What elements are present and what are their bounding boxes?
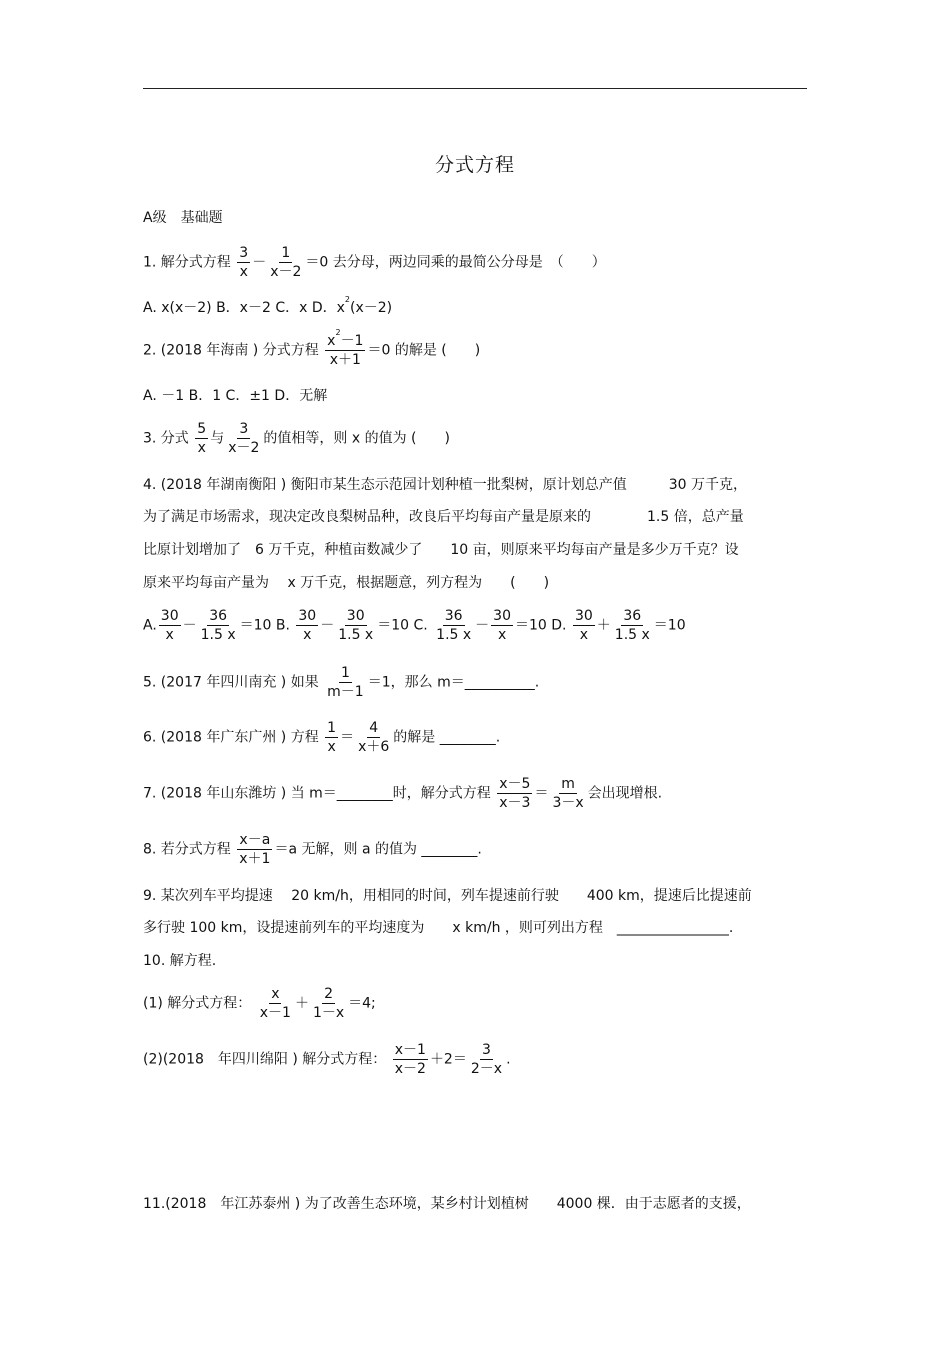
fraction: $\frac{x}{x-1}$ [259, 986, 291, 1021]
fraction: $\frac{1}{m-1}$ [327, 665, 364, 700]
fraction: $\frac{4}{x+6}$ [358, 720, 390, 755]
question-11: 11.(2018 年江苏泰州 ) 为了改善生态环境，某乡村计划植树 4000 棵．由于志愿者的支援， [143, 1196, 751, 1212]
question-8: 8. 若分式方程 $\frac{x-a}{x+1}$ ＝a 无解，则 a 的值为 ________. [143, 832, 482, 867]
fraction: $\frac{x-a}{x+1}$ [239, 832, 271, 867]
question-1-options: A. x(x－2) B．x－2 C．x D．$x^2(x-2)$ [143, 295, 393, 316]
fraction: $\frac{30}{x}$ [493, 608, 511, 643]
fraction: $\frac{2}{1-x}$ [312, 986, 345, 1021]
question-4-line: 4. (2018 年湖南衡阳 ) 衡阳市某生态示范园计划种植一批梨树，原计划总产值 30 万千克， [143, 477, 747, 493]
fraction: $\frac{3}{x-2}$ [228, 421, 260, 456]
fraction: $\frac{30}{1.5 x}$ [338, 608, 374, 643]
question-4-line: 比原计划增加了 6 万千克，种植亩数减少了 10 亩，则原来平均每亩产量是多少万千克？设 [143, 542, 739, 558]
page-title: 分式方程 [434, 154, 515, 176]
fraction: $\frac{x^2-1}{x+1}$ [327, 328, 364, 368]
fraction: $\frac{30}{x}$ [160, 608, 179, 643]
question-10-1: (1) 解分式方程： $\frac{x}{x-1}$ ＋ $\frac{2}{1-x}$ ＝4; [143, 986, 376, 1021]
fraction: $\frac{36}{1.5 x}$ [614, 608, 650, 643]
question-5: 5. (2017 年四川南充 ) 如果 $\frac{1}{m-1}$ ＝1，那么 m＝__________. [143, 665, 540, 700]
question-2: 2. (2018 年海南 ) 分式方程 $\frac{x^2-1}{x+1}$ ＝0 的解是 ( ) [143, 328, 481, 368]
fraction: $\frac{1}{x}$ [327, 720, 337, 755]
question-10-2: (2)(2018 年四川绵阳 ) 解分式方程： $\frac{x-1}{x-2}$ ＋2＝ $\frac{3}{2-x}$ . [143, 1042, 511, 1077]
fraction: $\frac{x-5}{x-3}$ [499, 776, 531, 811]
question-10: 10. 解方程. [143, 953, 217, 969]
question-9-line: 9. 某次列车平均提速 20 km/h，用相同的时间，列车提速前行驶 400 km，提速后比提速前 [143, 888, 752, 904]
fraction: $\frac{1}{x-2}$ [270, 245, 302, 280]
fraction: $\frac{x-1}{x-2}$ [394, 1042, 426, 1077]
question-9-line: 多行驶 100 km，设提速前列车的平均速度为 x km/h ，则可列出方程 ________________. [143, 920, 734, 936]
question-6: 6. (2018 年广东广州 ) 方程 $\frac{1}{x}$ ＝ $\frac{4}{x+6}$ 的解是 ________. [143, 720, 501, 755]
question-1: 1. 解分式方程 $\frac{3}{x}$ － $\frac{1}{x-2}$ ＝0 去分母，两边同乘的最简公分母是 （ ） [143, 245, 606, 280]
question-4-line: 原来平均每亩产量为 x 万千克，根据题意，列方程为 ( ) [143, 575, 550, 591]
fraction: $\frac{3}{2-x}$ [470, 1042, 503, 1077]
fraction: $\frac{3}{x}$ [239, 245, 249, 280]
section-heading: A级 基础题 [143, 210, 223, 226]
fraction: $\frac{36}{1.5 x}$ [436, 608, 472, 643]
header-rule [143, 88, 807, 89]
fraction: $\frac{m}{3-x}$ [552, 776, 584, 811]
fraction: $\frac{5}{x}$ [197, 421, 207, 456]
question-3: 3. 分式 $\frac{5}{x}$ 与 $\frac{3}{x-2}$ 的值相等，则 x 的值为 ( ) [143, 421, 450, 456]
question-4-line: 为了满足市场需求，现决定改良梨树品种，改良后平均每亩产量是原来的 1.5 倍，总产量 [143, 509, 744, 525]
fraction: $\frac{30}{x}$ [298, 608, 317, 643]
question-7: 7. (2018 年山东潍坊 ) 当 m＝________时，解分式方程 $\frac{x-5}{x-3}$ ＝ $\frac{m}{3-x}$ 会出现增根. [143, 776, 663, 811]
fraction: $\frac{30}{x}$ [574, 608, 593, 643]
fraction: $\frac{36}{1.5 x}$ [200, 608, 236, 643]
question-2-options: A. －1 B．1 C．±1 D．无解 [143, 388, 328, 404]
question-4-options: A. $\frac{30}{x}$ － $\frac{36}{1.5 x}$ ＝10 B. $\frac{30}{x}$ － $\frac{30}{1.5 x}$ ＝10 C. $\frac{36}{1.5 x}$ － $\frac{30}{x}$ ＝10 D. $\frac{30}{x}$ ＋ $\frac{36}{1.5 x}$ ＝10 [143, 608, 686, 643]
